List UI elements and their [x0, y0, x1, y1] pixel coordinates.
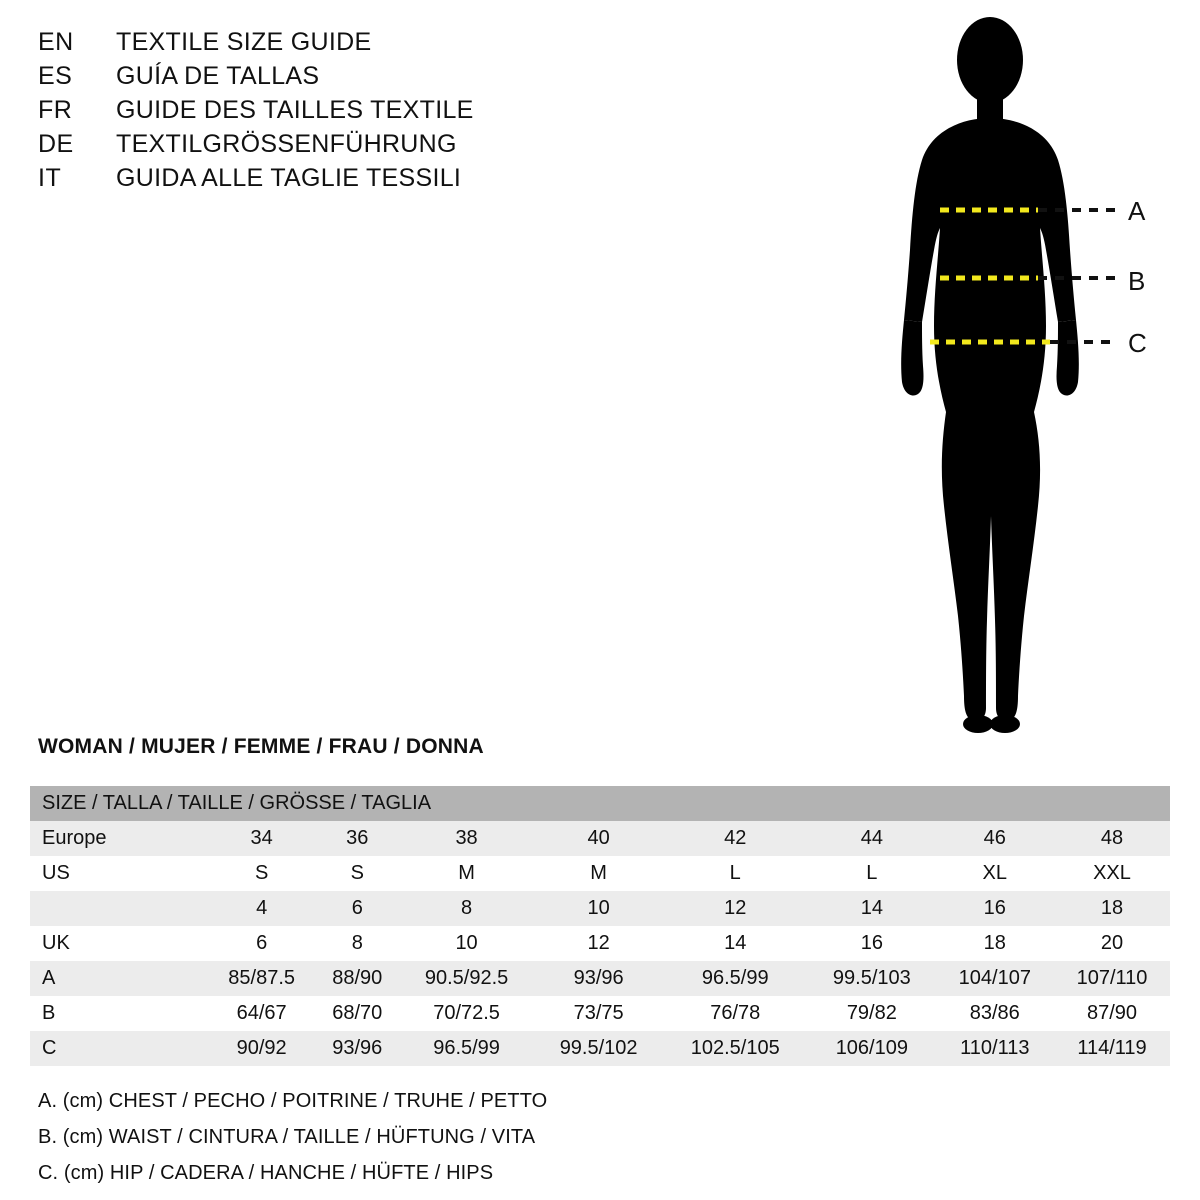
cell-a-0: 85/87.5 — [207, 961, 316, 996]
language-row-de — [38, 130, 558, 164]
language-title-es: GUÍA DE TALLAS — [116, 62, 320, 90]
female-body-figure — [860, 10, 1190, 750]
language-title-fr: GUIDE DES TAILLES TEXTILE — [116, 96, 474, 124]
table-row — [30, 821, 1170, 856]
cell-usnum-3: 10 — [535, 891, 663, 926]
row-label-uk: UK — [30, 926, 207, 961]
row-label-us: US — [30, 856, 207, 891]
cell-a-5: 99.5/103 — [808, 961, 936, 996]
cell-europe-7: 48 — [1054, 821, 1170, 856]
cell-usnum-2: 8 — [398, 891, 535, 926]
cell-europe-3: 40 — [535, 821, 663, 856]
language-title-de: TEXTILGRÖSSENFÜHRUNG — [116, 130, 457, 158]
row-label-europe: Europe — [30, 821, 207, 856]
language-row-it — [38, 164, 558, 198]
cell-uk-7: 20 — [1054, 926, 1170, 961]
table-row — [30, 996, 1170, 1031]
row-label-us-numeric — [30, 891, 207, 926]
cell-usnum-1: 6 — [316, 891, 398, 926]
table-row — [30, 961, 1170, 996]
cell-us-7: XXL — [1054, 856, 1170, 891]
cell-c-5: 106/109 — [808, 1031, 936, 1066]
cell-c-2: 96.5/99 — [398, 1031, 535, 1066]
footnote-waist: B. (cm) WAIST / CINTURA / TAILLE / HÜFTUNG / VITA — [38, 1126, 536, 1148]
cell-a-7: 107/110 — [1054, 961, 1170, 996]
cell-uk-2: 10 — [398, 926, 535, 961]
cell-us-2: M — [398, 856, 535, 891]
cell-c-3: 99.5/102 — [535, 1031, 663, 1066]
cell-usnum-0: 4 — [207, 891, 316, 926]
cell-uk-1: 8 — [316, 926, 398, 961]
cell-us-1: S — [316, 856, 398, 891]
cell-b-2: 70/72.5 — [398, 996, 535, 1031]
cell-b-4: 76/78 — [662, 996, 808, 1031]
cell-europe-0: 34 — [207, 821, 316, 856]
size-table — [30, 786, 1170, 1066]
table-row — [30, 1031, 1170, 1066]
table-header-row — [30, 786, 1170, 821]
cell-a-1: 88/90 — [316, 961, 398, 996]
language-code-de: DE — [38, 130, 74, 158]
language-row-fr — [38, 96, 558, 130]
cell-b-3: 73/75 — [535, 996, 663, 1031]
cell-europe-2: 38 — [398, 821, 535, 856]
cell-us-4: L — [662, 856, 808, 891]
table-row — [30, 891, 1170, 926]
cell-c-1: 93/96 — [316, 1031, 398, 1066]
language-code-fr: FR — [38, 96, 73, 124]
cell-usnum-4: 12 — [662, 891, 808, 926]
measure-label-b: B — [1128, 266, 1146, 296]
cell-us-3: M — [535, 856, 663, 891]
measure-label-c: C — [1128, 328, 1147, 358]
language-code-it: IT — [38, 164, 62, 192]
cell-uk-0: 6 — [207, 926, 316, 961]
measure-label-a: A — [1128, 196, 1146, 226]
cell-europe-6: 46 — [936, 821, 1054, 856]
cell-c-6: 110/113 — [936, 1031, 1054, 1066]
cell-us-5: L — [808, 856, 936, 891]
language-title-list — [38, 28, 558, 198]
cell-uk-5: 16 — [808, 926, 936, 961]
cell-b-0: 64/67 — [207, 996, 316, 1031]
cell-us-0: S — [207, 856, 316, 891]
table-row — [30, 856, 1170, 891]
language-row-es — [38, 62, 558, 96]
cell-a-4: 96.5/99 — [662, 961, 808, 996]
cell-a-6: 104/107 — [936, 961, 1054, 996]
footnote-list — [38, 1090, 547, 1198]
cell-europe-5: 44 — [808, 821, 936, 856]
language-title-it: GUIDA ALLE TAGLIE TESSILI — [116, 164, 462, 192]
cell-c-7: 114/119 — [1054, 1031, 1170, 1066]
cell-usnum-7: 18 — [1054, 891, 1170, 926]
language-title-en: TEXTILE SIZE GUIDE — [116, 28, 372, 56]
cell-uk-3: 12 — [535, 926, 663, 961]
language-code-es: ES — [38, 62, 73, 90]
cell-usnum-5: 14 — [808, 891, 936, 926]
row-label-c: C — [30, 1031, 207, 1066]
cell-c-0: 90/92 — [207, 1031, 316, 1066]
cell-europe-4: 42 — [662, 821, 808, 856]
cell-b-1: 68/70 — [316, 996, 398, 1031]
section-title-woman: WOMAN / MUJER / FEMME / FRAU / DONNA — [38, 735, 484, 758]
cell-uk-6: 18 — [936, 926, 1054, 961]
language-code-en: EN — [38, 28, 74, 56]
cell-uk-4: 14 — [662, 926, 808, 961]
cell-b-7: 87/90 — [1054, 996, 1170, 1031]
cell-us-6: XL — [936, 856, 1054, 891]
language-row-en — [38, 28, 558, 62]
table-header-label: SIZE / TALLA / TAILLE / GRÖSSE / TAGLIA — [30, 786, 1170, 821]
footnote-hip: C. (cm) HIP / CADERA / HANCHE / HÜFTE / HIPS — [38, 1162, 494, 1184]
footnote-chest: A. (cm) CHEST / PECHO / POITRINE / TRUHE / PETTO — [38, 1090, 548, 1112]
cell-a-3: 93/96 — [535, 961, 663, 996]
cell-usnum-6: 16 — [936, 891, 1054, 926]
table-row — [30, 926, 1170, 961]
cell-b-5: 79/82 — [808, 996, 936, 1031]
row-label-a: A — [30, 961, 207, 996]
cell-b-6: 83/86 — [936, 996, 1054, 1031]
cell-a-2: 90.5/92.5 — [398, 961, 535, 996]
body-silhouette-icon — [860, 10, 1190, 750]
cell-europe-1: 36 — [316, 821, 398, 856]
row-label-b: B — [30, 996, 207, 1031]
cell-c-4: 102.5/105 — [662, 1031, 808, 1066]
